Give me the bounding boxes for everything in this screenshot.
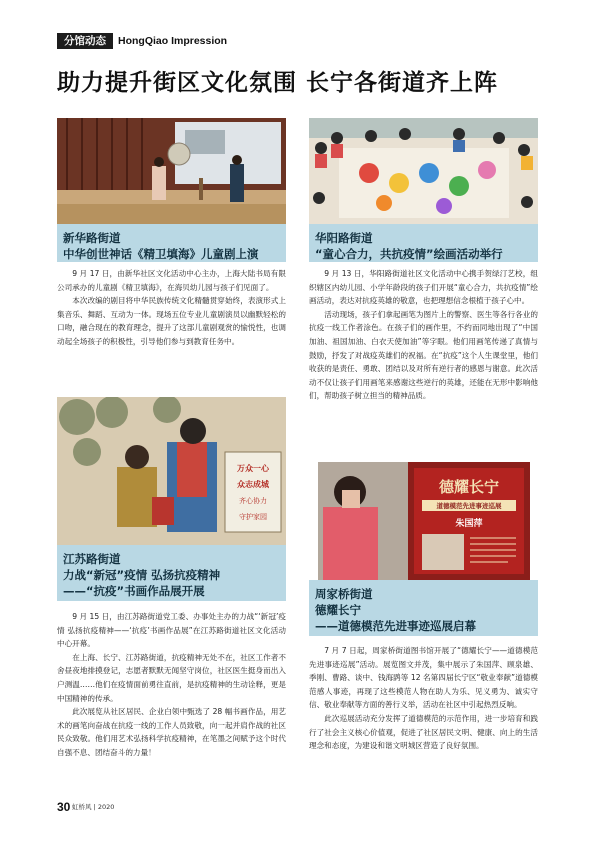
caption-event-title: 中华创世神话《精卫填海》儿童剧上演 <box>63 247 259 261</box>
svg-text:万众一心: 万众一心 <box>237 464 269 473</box>
caption-event-title: “童心合力，共抗疫情”绘画活动举行 <box>315 247 503 261</box>
photo-anti-epidemic-painting <box>57 397 286 545</box>
section-tag: 分馆动态 <box>57 33 113 49</box>
caption-xinhua <box>57 224 286 262</box>
caption-street-name: 周家桥街道 <box>315 587 373 601</box>
poster-title-text: 德耀长宁 <box>438 478 500 496</box>
paragraph: 9 月 13 日，华阳路街道社区文化活动中心携手贺绿汀艺校，组织辖区内幼儿园、小学年龄段的孩子们开展“童心合力，共抗疫情”绘画活动，表达对抗疫英雄的敬意，也把理想信念根植于孩子心中。 <box>309 269 538 306</box>
svg-text:守护家园: 守护家园 <box>239 513 267 521</box>
paragraph: 9 月 17 日，由新华社区文化活动中心主办，上海大陆书局有限公司承办的儿童剧《精卫填海》，在海贝幼儿园与孩子们见面了。 <box>57 269 286 292</box>
paragraph: 活动现场，孩子们拿起画笔为图片上的警察、医生等各行各业的抗疫一线工作者涂色。在孩子们的画作里，不约而同地出现了“中国加油、祖国加油、白衣天使加油”等字眼。他们用画笔传递了真情与鼓励，抒发了对战疫英雄们的祝福。在“抗疫”这个人生课堂里，他们收获的是责任、勇敢、团结以及对所有逆行者的感恩与谢意。此次活动不仅让孩子们用画笔来感谢这些逆行的英雄，还能在无形中影响他们，帮助孩子树立担当的精神品质。 <box>309 309 538 401</box>
paragraph: 9 月 15 日，由江苏路街道党工委、办事处主办的力战“‘新冠’疫情 弘扬抗疫精神——‘抗疫’书画作品展”在江苏路街道社区文化活动中心开幕。 <box>57 612 286 649</box>
poster-name-text: 朱国萍 <box>455 519 483 529</box>
caption-huayang <box>309 224 538 262</box>
article-jiangsu-body <box>57 610 286 760</box>
svg-text:众志成城: 众志成城 <box>237 480 269 489</box>
caption-event-title: 力战“新冠”疫情 弘扬抗疫精神 <box>63 568 221 582</box>
caption-event-title: 德耀长宁 <box>315 603 361 617</box>
paragraph: 此次巡展活动充分发挥了道德模范的示范作用，进一步培育和践行了社会主义核心价值观，促进了社区居民文明、健康、向上的生活理念和态度，为建设和谐文明城区营造了良好氛围。 <box>309 713 538 751</box>
photo-children-play-stage <box>57 118 286 224</box>
caption-event-subtitle: ——“抗疫”书画作品展开展 <box>63 584 205 598</box>
paragraph: 此次展览从社区居民、企业白领中甄选了 28 幅书画作品，用艺术的画笔向奋战在抗疫一线的工作人员致敬，向一起并肩作战的社区民众致敬。他们用艺术弘扬科学抗疫精神，在笔墨之间赋予这个时代自强不息、团结奋斗的力量！ <box>57 707 286 757</box>
paragraph: 在上海、长宁、江苏路街道，抗疫精神无处不在，社区工作者不舍昼夜地排摸登记，志愿者默默无闻坚守岗位，社区医生挺身而出入户测温……他们在疫情面前勇往直前，是抗疫精神的生动诠释，更是中国精神的传承。 <box>57 652 286 703</box>
article-zhoujiaqiao-body <box>309 644 538 753</box>
photo-children-painting <box>309 118 538 224</box>
caption-street-name: 江苏路街道 <box>63 552 121 566</box>
caption-street-name: 新华路街道 <box>63 231 121 245</box>
caption-street-name: 华阳路街道 <box>315 231 373 245</box>
photo-moral-model-exhibition <box>318 462 530 580</box>
caption-zhoujiaqiao <box>309 580 538 636</box>
publication-name: 虹桥风 | 2020 <box>72 803 115 811</box>
paragraph: 7 月 7 日起，周家桥街道图书馆开展了“德耀长宁——道德模范先进事迹巡展”活动。展览图文并茂，集中展示了朱国萍、顾泉雄、季刚、曹路、谈中、钱海鹍等 12 名第四届长宁区“敬业奉献”道德模范感人事迹，再现了这些模范人物在助人为乐、见义勇为、诚实守信、敬业奉献等方面的善行义举，活动在社区中引起热烈反响。 <box>309 646 538 710</box>
page-number: 30 <box>57 800 71 814</box>
section-english-title: HongQiao Impression <box>118 35 228 47</box>
caption-event-subtitle: ——道德模范先进事迹巡展启幕 <box>315 619 476 633</box>
caption-jiangsu <box>57 545 286 601</box>
paragraph: 本次改编的剧目将中华民族传统文化精髓贯穿始终，表演形式上集音乐、舞蹈、互动为一体。现场五位专业儿童剧演员以幽默轻松的口吻，融合现在的教育理念，提升了这部儿童剧观赏的愉悦性，也调动起全场孩子的积极性，引导他们参与到教育任务中。 <box>57 296 286 346</box>
article-huayang-body <box>309 267 538 403</box>
svg-text:齐心协力: 齐心协力 <box>239 497 267 505</box>
poster-subtitle-text: 道德模范先进事迹巡展 <box>436 502 502 510</box>
article-xinhua-body <box>57 267 286 349</box>
page-headline: 助力提升街区文化氛围 长宁各街道齐上阵 <box>57 70 499 96</box>
